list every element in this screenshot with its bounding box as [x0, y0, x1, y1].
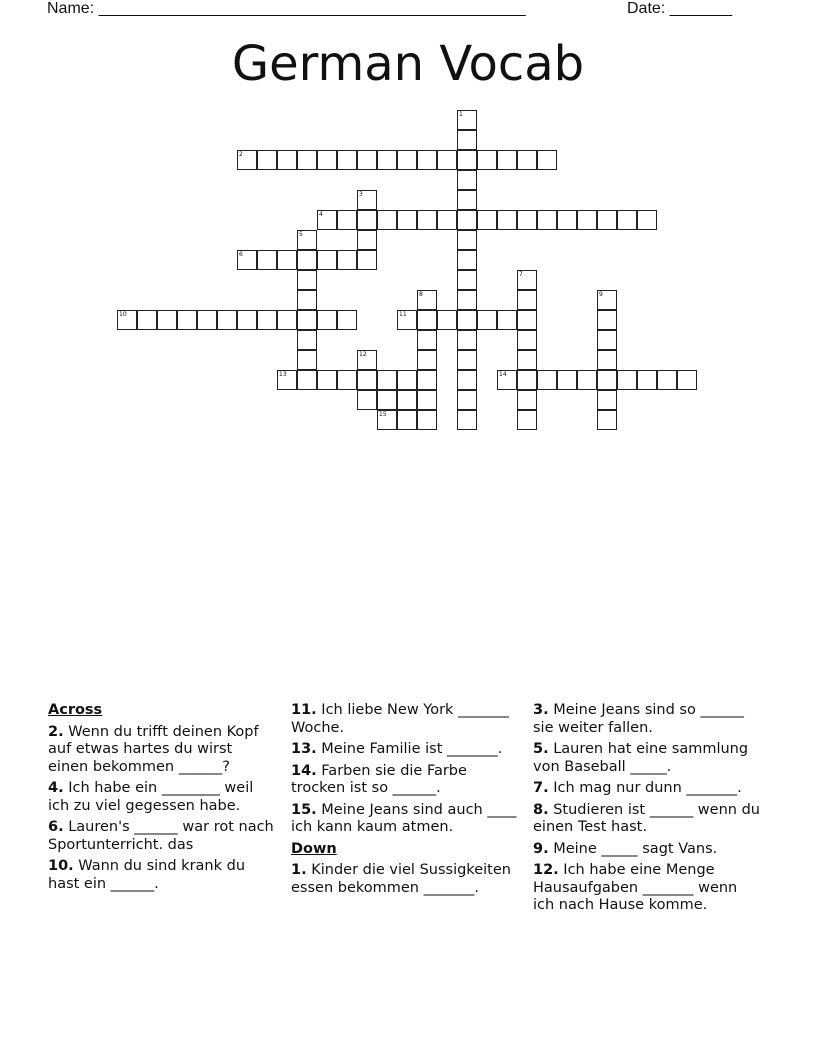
clue-text: Meine Familie ist _______. [316, 741, 503, 757]
crossword-cell[interactable] [517, 270, 537, 290]
crossword-cell[interactable] [597, 370, 617, 390]
cell-number: 13 [279, 371, 287, 378]
cell-number: 11 [399, 311, 407, 318]
crossword-cell[interactable] [277, 150, 297, 170]
crossword-cell[interactable] [437, 210, 457, 230]
crossword-cell[interactable] [417, 350, 437, 370]
clue-across-10 [48, 858, 276, 893]
crossword-cell[interactable] [297, 290, 317, 310]
crossword-cell[interactable] [377, 370, 397, 390]
crossword-cell[interactable] [457, 410, 477, 430]
clue-text: Meine _____ sagt Vans. [548, 840, 718, 857]
crossword-cell[interactable] [597, 350, 617, 370]
cell-number: 15 [379, 411, 387, 418]
clue-across-14 [291, 763, 519, 798]
clue-across-13 [291, 741, 519, 759]
crossword-cell[interactable] [337, 310, 357, 330]
name-line: ________________________________________________ [98, 0, 526, 17]
crossword-cell[interactable] [357, 210, 377, 230]
crossword-cell[interactable] [197, 310, 217, 330]
crossword-cell[interactable] [477, 210, 497, 230]
crossword-cell[interactable] [317, 250, 337, 270]
clue-across-6 [48, 819, 276, 854]
crossword-cell[interactable] [397, 370, 417, 390]
clue-text: Lauren hat eine sammlung von Baseball _____. [533, 741, 749, 775]
crossword-cell[interactable] [457, 270, 477, 290]
crossword-cell[interactable] [237, 250, 257, 270]
clue-text: Farben sie die Farbe trocken ist so ______. [291, 762, 467, 796]
crossword-cell[interactable] [497, 370, 517, 390]
down-heading: Down [291, 840, 337, 857]
crossword-cell[interactable] [397, 310, 417, 330]
clue-down-9 [533, 841, 761, 859]
crossword-cell[interactable] [417, 210, 437, 230]
clue-number: 10. [48, 858, 74, 874]
crossword-cell[interactable] [297, 330, 317, 350]
clue-text: Ich habe eine Menge Hausaufgaben _______ wenn ich nach Hause komme. [533, 862, 738, 913]
clue-text: Meine Jeans sind so ______ sie weiter fallen. [533, 702, 744, 736]
crossword-cell[interactable] [497, 310, 517, 330]
crossword-cell[interactable] [417, 410, 437, 430]
crossword-cell[interactable] [317, 310, 337, 330]
crossword-cell[interactable] [397, 390, 417, 410]
page-title: German Vocab [231, 36, 585, 92]
date-label: Date: [627, 0, 666, 17]
clue-down-7 [533, 780, 761, 798]
crossword-cell[interactable] [457, 290, 477, 310]
crossword-cell[interactable] [497, 210, 517, 230]
crossword-cell[interactable] [597, 290, 617, 310]
crossword-cell[interactable] [317, 370, 337, 390]
clue-down-1 [291, 862, 519, 897]
crossword-cell[interactable] [397, 410, 417, 430]
clue-across-2 [48, 724, 276, 777]
crossword-cell[interactable] [457, 370, 477, 390]
crossword-cell[interactable] [457, 110, 477, 130]
crossword-cell[interactable] [517, 210, 537, 230]
clue-number: 6. [48, 819, 64, 835]
crossword-cell[interactable] [617, 370, 637, 390]
crossword-cell[interactable] [457, 210, 477, 230]
crossword-cell[interactable] [517, 330, 537, 350]
clue-number: 4. [48, 780, 64, 796]
clue-number: 14. [291, 762, 317, 779]
crossword-cell[interactable] [357, 390, 377, 410]
clue-across-15 [291, 802, 519, 837]
crossword-cell[interactable] [597, 310, 617, 330]
clue-number: 2. [48, 723, 64, 740]
crossword-cell[interactable] [237, 310, 257, 330]
crossword-cell[interactable] [417, 390, 437, 410]
crossword-cell[interactable] [397, 150, 417, 170]
clue-text: Meine Jeans sind auch ____ ich kann kaum atmen. [291, 801, 517, 835]
crossword-cell[interactable] [217, 310, 237, 330]
crossword-cell[interactable] [557, 370, 577, 390]
crossword-cell[interactable] [537, 210, 557, 230]
crossword-cell[interactable] [457, 250, 477, 270]
clues-column-3 [533, 702, 761, 919]
clue-number: 8. [533, 801, 549, 818]
crossword-cell[interactable] [417, 150, 437, 170]
crossword-cell[interactable] [297, 230, 317, 250]
crossword-cell[interactable] [537, 150, 557, 170]
crossword-cell[interactable] [417, 370, 437, 390]
cell-number: 10 [119, 311, 127, 318]
crossword-cell[interactable] [577, 370, 597, 390]
crossword-cell[interactable] [357, 350, 377, 370]
crossword-cell[interactable] [257, 150, 277, 170]
clue-number: 3. [533, 702, 549, 718]
crossword-cell[interactable] [417, 310, 437, 330]
crossword-cell[interactable] [257, 250, 277, 270]
across-heading: Across [48, 702, 103, 718]
cell-number: 6 [239, 251, 243, 258]
crossword-cell[interactable] [277, 250, 297, 270]
crossword-cell[interactable] [377, 410, 397, 430]
crossword-cell[interactable] [477, 310, 497, 330]
crossword-cell[interactable] [357, 190, 377, 210]
clue-across-11 [291, 702, 519, 737]
clue-text: Ich mag nur dunn _______. [548, 780, 742, 796]
clue-text: Lauren's ______ war rot nach Sportunterricht. das [48, 819, 274, 853]
crossword-cell[interactable] [117, 310, 137, 330]
clue-number: 9. [533, 840, 549, 857]
crossword-cell[interactable] [297, 250, 317, 270]
crossword-cell[interactable] [457, 350, 477, 370]
clue-number: 15. [291, 801, 317, 818]
crossword-cell[interactable] [377, 390, 397, 410]
clues-column-1 [48, 702, 276, 897]
crossword-cell[interactable] [337, 150, 357, 170]
crossword-cell[interactable] [297, 370, 317, 390]
crossword-cell[interactable] [377, 150, 397, 170]
crossword-cell[interactable] [537, 370, 557, 390]
crossword-cell[interactable] [457, 170, 477, 190]
crossword-cell[interactable] [157, 310, 177, 330]
crossword-cell[interactable] [517, 390, 537, 410]
crossword-cell[interactable] [337, 370, 357, 390]
clue-number: 7. [533, 780, 549, 796]
crossword-cell[interactable] [297, 150, 317, 170]
crossword-cell[interactable] [317, 210, 337, 230]
crossword-cell[interactable] [297, 270, 317, 290]
clue-number: 1. [291, 862, 307, 878]
crossword-cell[interactable] [337, 210, 357, 230]
crossword-cell[interactable] [637, 210, 657, 230]
clue-text: Studieren ist ______ wenn du einen Test hast. [533, 801, 760, 835]
clue-text: Ich habe ein ________ weil ich zu viel gegessen habe. [48, 780, 254, 814]
crossword-cell[interactable] [177, 310, 197, 330]
crossword-cell[interactable] [297, 350, 317, 370]
crossword-cell[interactable] [597, 210, 617, 230]
crossword-cell[interactable] [297, 310, 317, 330]
crossword-grid [0, 0, 816, 460]
crossword-cell[interactable] [517, 370, 537, 390]
crossword-cell[interactable] [477, 150, 497, 170]
crossword-cell[interactable] [417, 330, 437, 350]
cell-number: 12 [359, 351, 367, 358]
clue-down-3 [533, 702, 761, 737]
crossword-cell[interactable] [457, 230, 477, 250]
crossword-cell[interactable] [517, 410, 537, 430]
clue-text: Kinder die viel Sussigkeiten essen bekommen _______. [291, 862, 511, 896]
crossword-cell[interactable] [357, 150, 377, 170]
crossword-cell[interactable] [597, 330, 617, 350]
clue-number: 12. [533, 862, 559, 878]
date-line: _______ [669, 0, 732, 17]
clue-text: Wenn du trifft deinen Kopf auf etwas hartes du wirst einen bekommen ______? [48, 723, 259, 775]
cell-number: 2 [239, 151, 243, 158]
crossword-cell[interactable] [517, 310, 537, 330]
clue-down-5 [533, 741, 761, 776]
cell-number: 1 [459, 111, 463, 118]
crossword-cell[interactable] [517, 350, 537, 370]
crossword-cell[interactable] [497, 150, 517, 170]
crossword-cell[interactable] [637, 370, 657, 390]
crossword-cell[interactable] [457, 190, 477, 210]
crossword-cell[interactable] [517, 150, 537, 170]
cell-number: 3 [359, 191, 363, 198]
clue-number: 13. [291, 741, 317, 757]
clue-text: Ich liebe New York _______ Woche. [291, 702, 509, 736]
crossword-cell[interactable] [137, 310, 157, 330]
crossword-cell[interactable] [397, 210, 417, 230]
crossword-cell[interactable] [457, 150, 477, 170]
crossword-cell[interactable] [357, 230, 377, 250]
crossword-cell[interactable] [357, 370, 377, 390]
cell-number: 4 [319, 211, 323, 218]
cell-number: 14 [499, 371, 507, 378]
cell-number: 7 [519, 271, 523, 278]
name-label: Name: [47, 0, 95, 17]
crossword-cell[interactable] [457, 130, 477, 150]
crossword-cell[interactable] [357, 250, 377, 270]
crossword-cell[interactable] [597, 390, 617, 410]
clue-number: 11. [291, 702, 317, 718]
clue-number: 5. [533, 741, 549, 757]
crossword-cell[interactable] [337, 250, 357, 270]
crossword-cell[interactable] [577, 210, 597, 230]
crossword-cell[interactable] [677, 370, 697, 390]
crossword-cell[interactable] [657, 370, 677, 390]
crossword-cell[interactable] [237, 150, 257, 170]
clue-down-12 [533, 862, 761, 915]
crossword-cell[interactable] [457, 330, 477, 350]
crossword-cell[interactable] [437, 310, 457, 330]
crossword-cell[interactable] [617, 210, 637, 230]
cell-number: 5 [299, 231, 303, 238]
cell-number: 9 [599, 291, 603, 298]
crossword-cell[interactable] [257, 310, 277, 330]
crossword-cell[interactable] [457, 310, 477, 330]
crossword-cell[interactable] [517, 290, 537, 310]
cell-number: 8 [419, 291, 423, 298]
crossword-cell[interactable] [277, 310, 297, 330]
clues-column-2 [291, 702, 519, 901]
crossword-cell[interactable] [417, 290, 437, 310]
crossword-cell[interactable] [597, 410, 617, 430]
crossword-cell[interactable] [437, 150, 457, 170]
crossword-cell[interactable] [277, 370, 297, 390]
clue-text: Wann du sind krank du hast ein ______. [48, 858, 246, 892]
crossword-cell[interactable] [377, 210, 397, 230]
crossword-cell[interactable] [317, 150, 337, 170]
crossword-cell[interactable] [557, 210, 577, 230]
clue-down-8 [533, 802, 761, 837]
clue-across-4 [48, 780, 276, 815]
crossword-cell[interactable] [457, 390, 477, 410]
